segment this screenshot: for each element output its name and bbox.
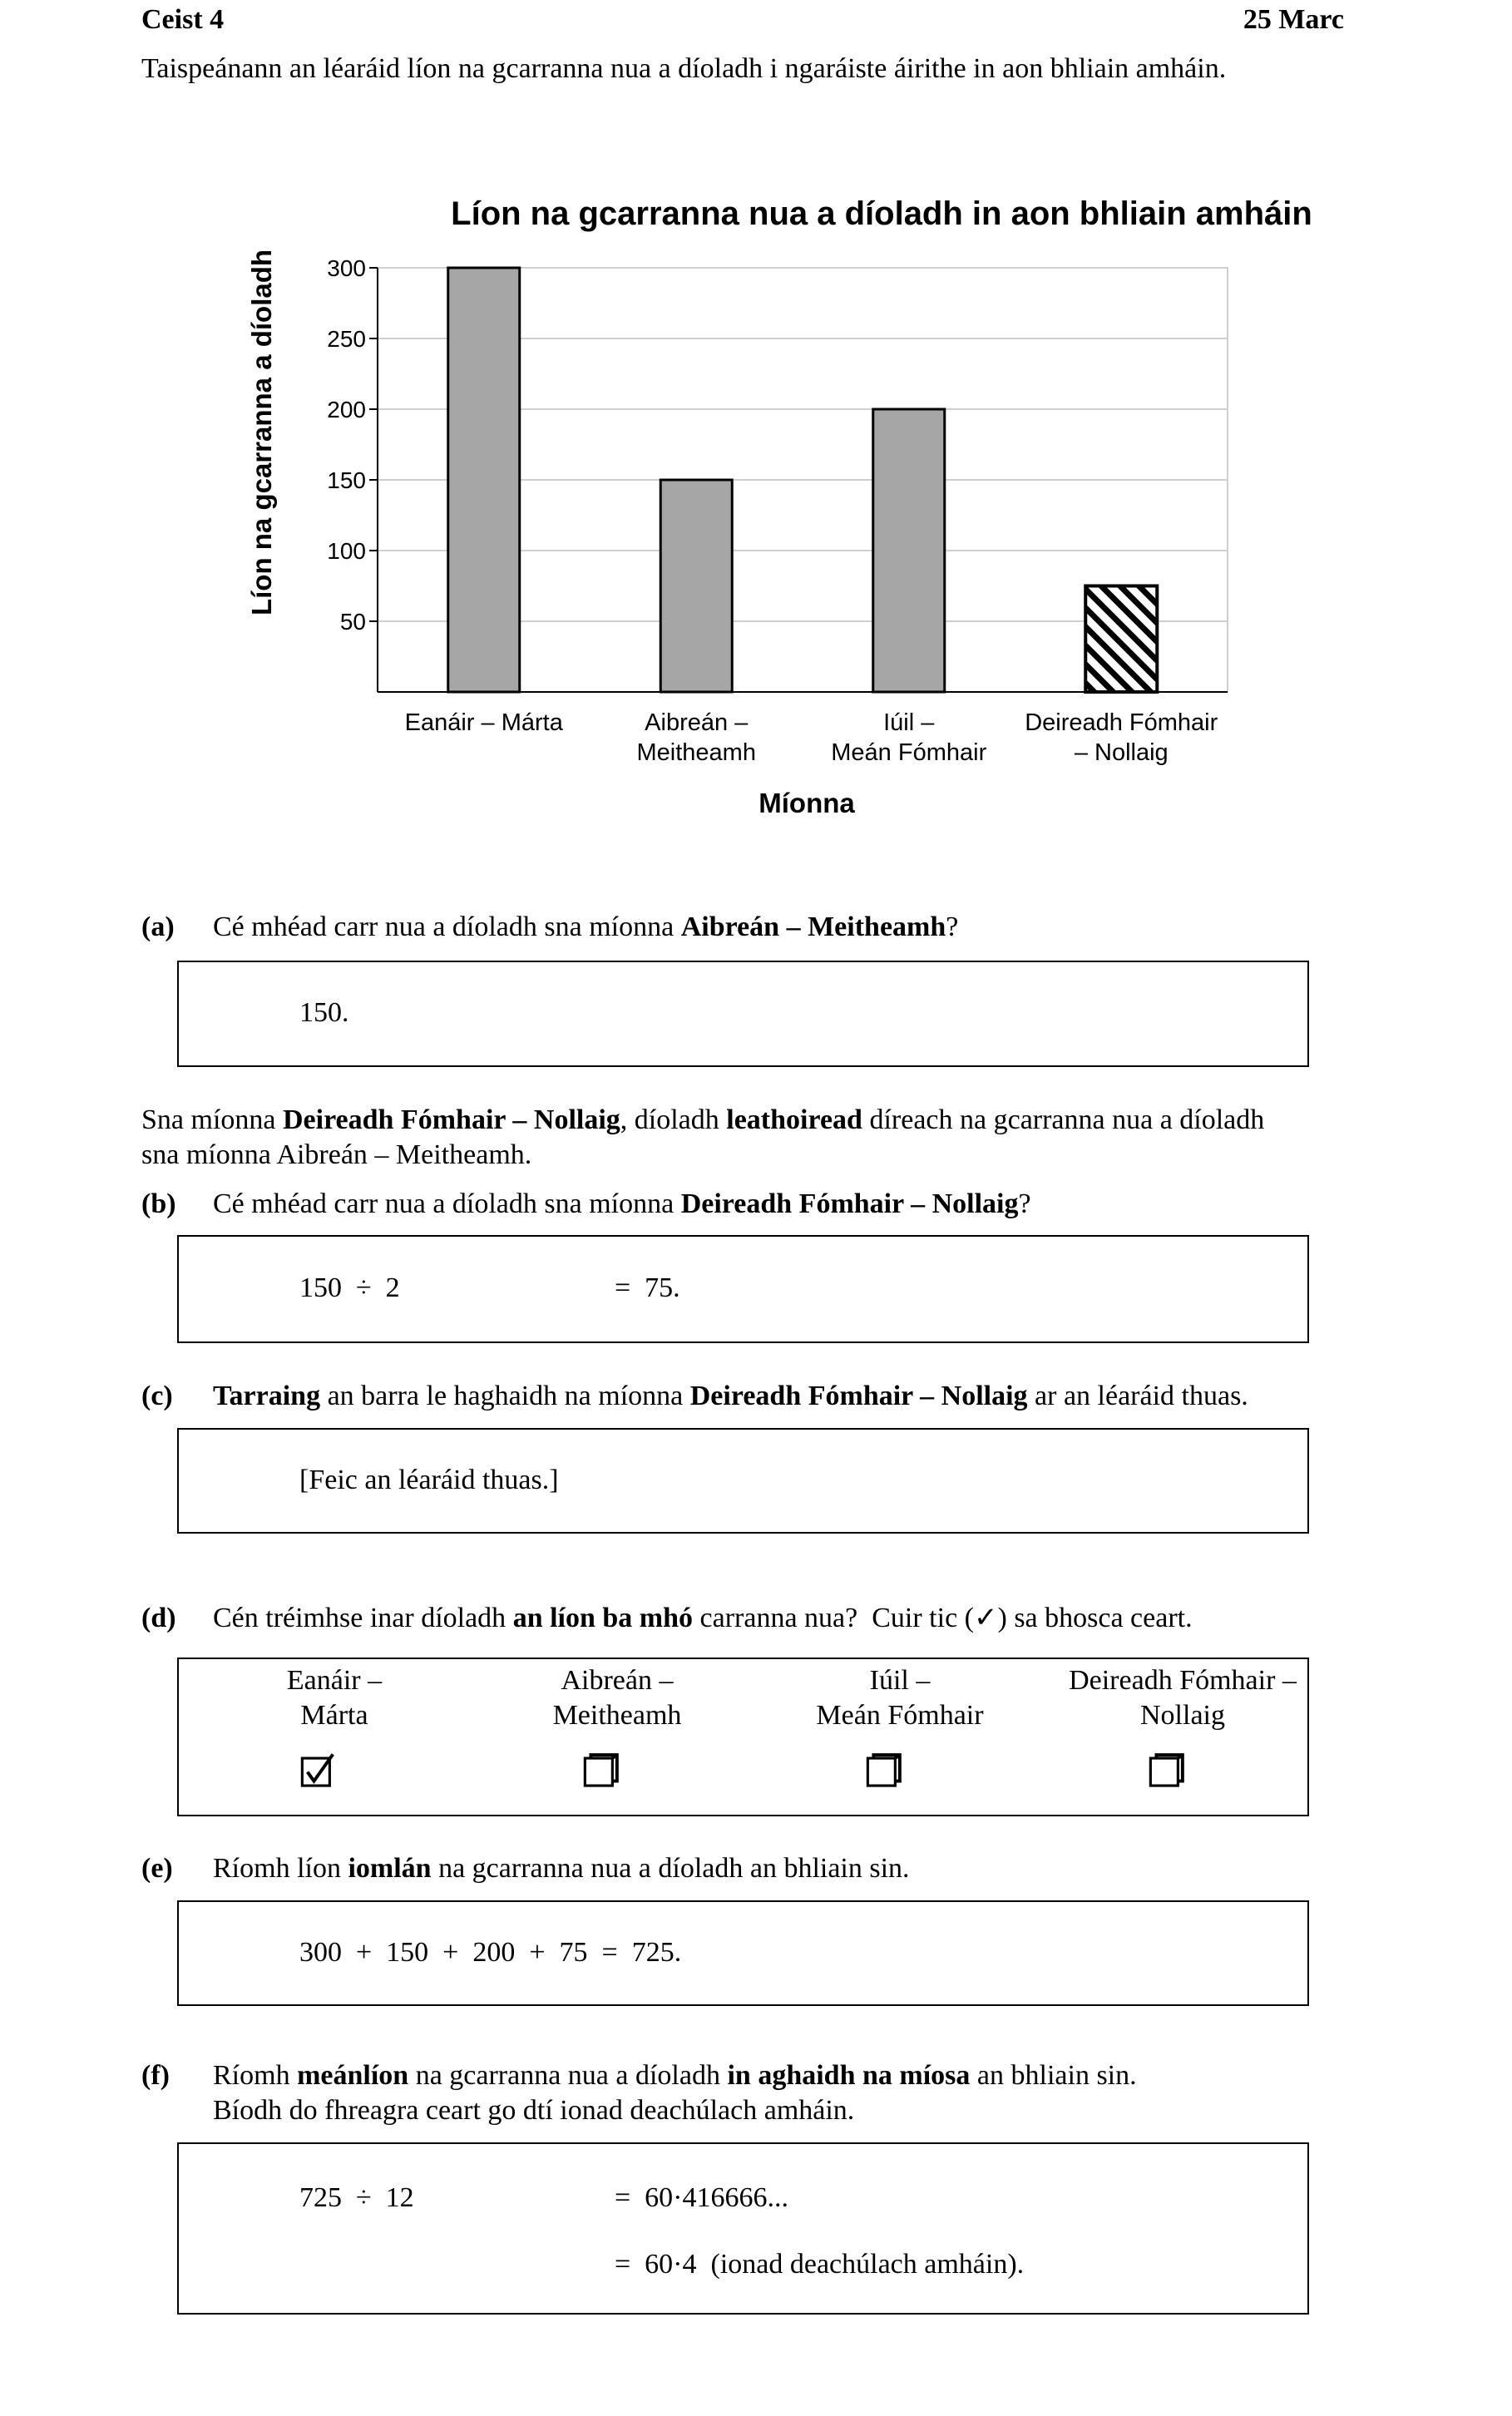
answer-c: [Feic an léaráid thuas.]: [299, 1465, 559, 1495]
x-tick-label: – Nollaig: [1074, 739, 1169, 766]
y-tick-label: 200: [327, 397, 366, 422]
answer-a: 150.: [299, 997, 349, 1028]
chart-x-axis-label: Míonna: [758, 788, 855, 818]
answer-box-b: [177, 1235, 1309, 1343]
x-tick-label: Deireadh Fómhair: [1025, 709, 1218, 736]
chart-title: Líon na gcarranna nua a díoladh in aon bhliain amháin: [451, 195, 1312, 232]
question-f-line1: Ríomh meánlíon na gcarranna nua a díoladh in aghaidh na míosa an bhliain sin.: [213, 2060, 1137, 2091]
question-c: Tarraing an barra le haghaidh na míonna Deireadh Fómhair – Nollaig ar an léaráid thuas.: [213, 1381, 1248, 1411]
question-a: Cé mhéad carr nua a díoladh sna míonna Aibreán – Meitheamh?: [213, 912, 959, 942]
x-tick-label: Iúil –: [883, 709, 935, 736]
checkbox-jul-sep[interactable]: [866, 1752, 902, 1789]
option-jan-mar: Eanáir – Márta: [286, 1665, 383, 1731]
options-box-d: [177, 1658, 1309, 1816]
question-d: Cén tréimhse inar díoladh an líon ba mhó carranna nua? Cuir tic (✓) sa bhosca ceart.: [213, 1603, 1193, 1633]
question-b: Cé mhéad carr nua a díoladh sna míonna Deireadh Fómhair – Nollaig?: [213, 1188, 1031, 1219]
answer-e: 300 + 150 + 200 + 75 = 725.: [299, 1937, 682, 1968]
chart-y-axis-label: Líon na gcarranna a díoladh: [246, 249, 277, 616]
answer-box-a: [177, 961, 1309, 1067]
answer-box-f: [177, 2142, 1309, 2315]
label-e: (e): [141, 1853, 173, 1884]
result-f-1: = 60·416666...: [615, 2182, 788, 2213]
option-apr-jun: Aibreán – Meitheamh: [552, 1665, 682, 1731]
x-tick-label: Aibreán –: [645, 709, 749, 736]
option-oct-dec: Deireadh Fómhair – Nollaig: [1069, 1665, 1297, 1731]
bar-4: [1085, 586, 1157, 693]
preamble-line2: sna míonna Aibreán – Meitheamh.: [141, 1139, 532, 1170]
y-tick-label: 150: [327, 467, 366, 493]
label-f: (f): [141, 2060, 170, 2091]
bar-2: [660, 480, 732, 692]
label-a: (a): [141, 912, 175, 942]
checkbox-apr-jun[interactable]: [583, 1752, 620, 1789]
calculation-f: 725 ÷ 12: [299, 2182, 414, 2213]
y-tick-label: 100: [327, 538, 366, 564]
question-f-line2: Bíodh do fhreagra ceart go dtí ionad deachúlach amháin.: [213, 2095, 855, 2126]
x-tick-label: Eanáir – Márta: [404, 709, 563, 736]
preamble-line1: Sna míonna Deireadh Fómhair – Nollaig, díoladh leathoiread díreach na gcarranna nua a díoladh: [141, 1104, 1265, 1135]
bar-chart: [0, 166, 1512, 848]
marks-label: 25 Marc: [1243, 4, 1344, 35]
intro-text: Taispeánann an léaráid líon na gcarranna nua a díoladh i ngaráiste áirithe in aon bhliain amháin.: [141, 53, 1227, 84]
y-tick-label: 50: [339, 609, 366, 635]
bar-1: [448, 268, 520, 692]
question-e: Ríomh líon iomlán na gcarranna nua a díoladh an bhliain sin.: [213, 1853, 910, 1884]
result-f-2: = 60·4 (ionad deachúlach amháin).: [615, 2249, 1025, 2280]
answer-box-c: [177, 1428, 1309, 1534]
question-title: Ceist 4: [141, 4, 225, 35]
x-tick-label: Meán Fómhair: [831, 739, 987, 766]
y-tick-label: 250: [327, 326, 366, 352]
result-b: = 75.: [615, 1272, 680, 1303]
checkbox-jan-mar[interactable]: [300, 1752, 337, 1789]
label-d: (d): [141, 1603, 176, 1633]
label-b: (b): [141, 1188, 176, 1219]
x-tick-label: Meitheamh: [636, 739, 756, 766]
bar-3: [873, 409, 945, 692]
checkbox-oct-dec[interactable]: [1149, 1752, 1185, 1789]
label-c: (c): [141, 1381, 173, 1411]
y-tick-label: 300: [327, 255, 366, 281]
calculation-b: 150 ÷ 2: [299, 1272, 400, 1303]
answer-box-e: [177, 1900, 1309, 2006]
option-jul-sep: Iúil – Meán Fómhair: [816, 1665, 984, 1731]
